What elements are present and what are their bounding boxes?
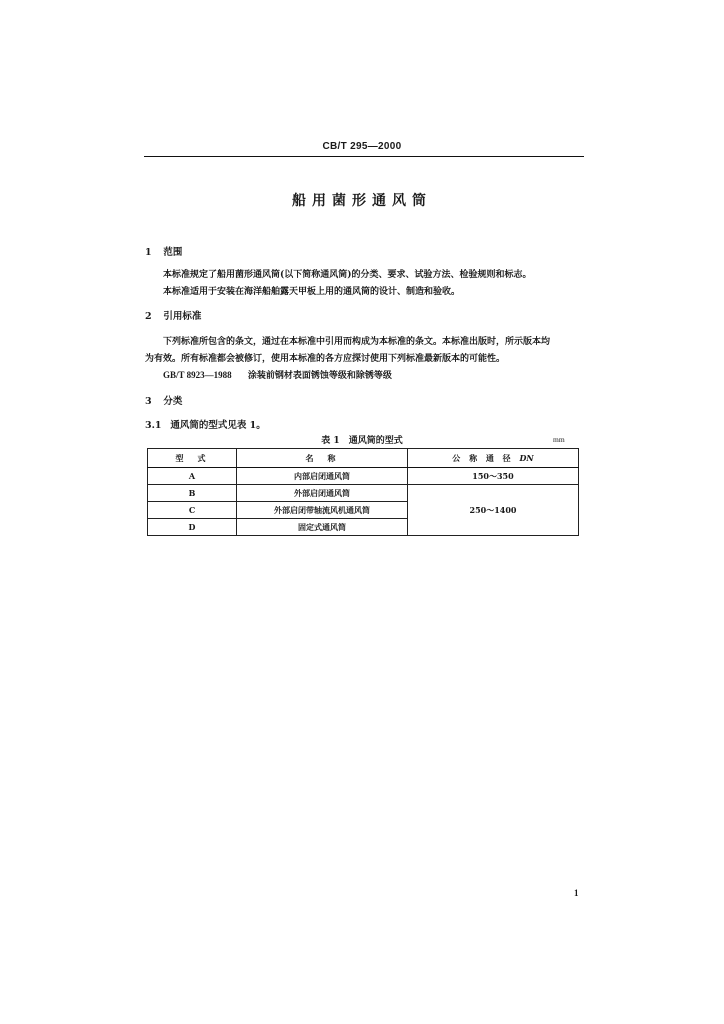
reference-code: GB/T 8923—1988	[163, 370, 232, 380]
table-row	[148, 485, 579, 502]
section-number: 3	[145, 396, 152, 407]
header-dn-symbol: DN	[519, 452, 534, 463]
header-rule	[144, 156, 584, 157]
section-1-para-2: 本标准适用于安装在海洋船舶露天甲板上用的通风筒的设计、制造和验收。	[163, 287, 461, 297]
cell-dn: 150～350	[408, 468, 579, 485]
cell-name: 外部启闭通风筒	[237, 485, 408, 502]
section-1-para-1: 本标准规定了船用菌形通风筒(以下简称通风筒)的分类、要求、试验方法、检验规则和标志。	[163, 270, 532, 280]
cell-type: C	[148, 502, 237, 519]
section-number: 1	[145, 247, 152, 258]
section-3-heading	[145, 393, 182, 407]
section-title: 引用标准	[163, 311, 202, 322]
cell-type: A	[148, 468, 237, 485]
cell-dn: 250～1400	[408, 485, 579, 536]
cell-name: 外部启闭带轴流风机通风筒	[237, 502, 408, 519]
section-1-heading	[145, 244, 182, 258]
table-unit: mm	[553, 435, 565, 444]
section-text: 通风筒的型式见表 1。	[170, 420, 266, 431]
section-3-1	[145, 417, 266, 431]
section-title: 分类	[163, 396, 183, 407]
document-title: 船用菌形通风筒	[292, 193, 432, 209]
page-number: 1	[574, 888, 579, 898]
normative-reference	[163, 368, 392, 381]
header-dn-label: 公 称 通 径	[452, 452, 514, 463]
section-number: 2	[145, 311, 152, 322]
cell-name: 固定式通风筒	[237, 519, 408, 536]
table-header-row	[148, 449, 579, 468]
type-table	[147, 448, 579, 536]
table-row	[148, 468, 579, 485]
cell-type: B	[148, 485, 237, 502]
header-name: 名 称	[237, 449, 408, 468]
header-dn	[408, 449, 579, 468]
cell-name: 内部启闭通风筒	[237, 468, 408, 485]
standard-number: CB/T 295—2000	[322, 141, 402, 152]
section-title: 范围	[163, 247, 183, 258]
cell-type: D	[148, 519, 237, 536]
table-caption: 表 1 通风筒的型式	[321, 436, 403, 446]
section-2-heading	[145, 308, 201, 322]
section-2-para-line-1: 下列标准所包含的条文，通过在本标准中引用而构成为本标准的条文。本标准出版时，所示版本均	[163, 337, 551, 347]
header-type: 型 式	[148, 449, 237, 468]
section-number: 3.1	[145, 420, 162, 431]
reference-title: 涂装前钢材表面锈蚀等级和除锈等级	[247, 371, 392, 381]
section-2-para-line-2: 为有效。所有标准都会被修订，使用本标准的各方应探讨使用下列标准最新版本的可能性。	[145, 354, 506, 364]
